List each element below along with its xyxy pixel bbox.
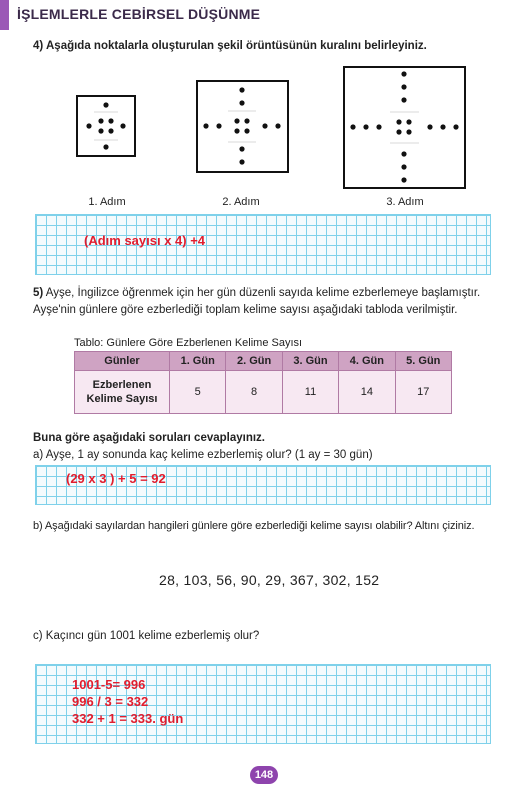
dot [239, 100, 244, 105]
dot [401, 84, 406, 89]
table-header-cell: 3. Gün [282, 352, 338, 371]
dot [406, 129, 411, 134]
q5c-answer-line: 1001-5= 996 [72, 677, 146, 692]
q5c-question: c) Kaçıncı gün 1001 kelime ezberlemiş olur? [33, 630, 260, 642]
step1-label: 1. Adım [88, 196, 126, 208]
table-header-cell: 4. Gün [339, 352, 395, 371]
table-cell: 8 [226, 371, 282, 414]
dot [275, 123, 280, 128]
q5c-answer-line: 996 / 3 = 332 [72, 694, 149, 709]
q5-number: 5) [33, 287, 44, 299]
dot [98, 118, 103, 123]
q4-prompt: 4) Aşağıda noktalarla oluşturulan şekil örüntüsünün kuralını belirleyiniz. [33, 40, 427, 52]
dot [108, 128, 113, 133]
step2-figure [194, 79, 291, 175]
dot [262, 123, 267, 128]
dot [244, 128, 249, 133]
dot [401, 151, 406, 156]
dot [239, 146, 244, 151]
row-label-line1: Ezberlenen [92, 379, 152, 391]
q5c-answer-line: 332 + 1 = 333. gün [72, 711, 184, 726]
q5-line2: Ayşe'nin günlere göre ezberlediği toplam kelime sayısı aşağıdaki tabloda verilmiştir. [33, 304, 458, 316]
dot [401, 164, 406, 169]
q5c-answer [72, 676, 183, 727]
table-cell: 17 [395, 371, 451, 414]
dot [239, 87, 244, 92]
step2-frame [197, 81, 288, 172]
step3-figure [341, 65, 468, 190]
dot [401, 71, 406, 76]
dot [86, 123, 91, 128]
words-table [74, 351, 452, 414]
dot [98, 128, 103, 133]
step2-label: 2. Adım [222, 196, 260, 208]
dot [216, 123, 221, 128]
table-header-cell: Günler [75, 352, 170, 371]
page-number: 148 [250, 766, 278, 784]
table-cell: 14 [339, 371, 395, 414]
table-row-label [75, 371, 170, 414]
q5b-numbers[interactable]: 28, 103, 56, 90, 29, 367, 302, 152 [159, 572, 380, 588]
q5b-question: b) Aşağıdaki sayılardan hangileri günlere göre ezberlediği kelime sayısı olabilir? Altını çiziniz. [33, 520, 475, 532]
table-caption: Tablo: Günlere Göre Ezberlenen Kelime Sayısı [74, 337, 303, 349]
dot [120, 123, 125, 128]
q5a-answer: (29 x 3 ) + 5 = 92 [66, 471, 166, 486]
dot [103, 144, 108, 149]
dot [427, 124, 432, 129]
dot [234, 128, 239, 133]
header-accent-bar [0, 0, 9, 30]
table-row [75, 371, 452, 414]
q5-line1-text: Ayşe, İngilizce öğrenmek için her gün düzenli sayıda kelime ezberlemeye başlamıştır. [43, 287, 481, 299]
dot [401, 97, 406, 102]
page-title: İŞLEMLERLE CEBİRSEL DÜŞÜNME [17, 6, 261, 22]
dot [203, 123, 208, 128]
dot [103, 102, 108, 107]
step1-figure [74, 94, 138, 160]
step3-label: 3. Adım [386, 196, 424, 208]
table-cell: 11 [282, 371, 338, 414]
q5-instruction: Buna göre aşağıdaki soruları cevaplayınız. [33, 432, 266, 444]
dot [396, 129, 401, 134]
q5-line1 [33, 285, 480, 301]
table-header-row [75, 352, 452, 371]
q5a-question: a) Ayşe, 1 ay sonunda kaç kelime ezberlemiş olur? (1 ay = 30 gün) [33, 449, 373, 461]
dot [244, 118, 249, 123]
table-header-cell: 5. Gün [395, 352, 451, 371]
dot [239, 159, 244, 164]
q4-answer: (Adım sayısı x 4) +4 [84, 233, 206, 248]
dot [453, 124, 458, 129]
dot [363, 124, 368, 129]
table-header-cell: 1. Gün [170, 352, 226, 371]
dot [376, 124, 381, 129]
table-cell: 5 [170, 371, 226, 414]
row-label-line2: Kelime Sayısı [86, 393, 158, 405]
dot [401, 177, 406, 182]
dot [108, 118, 113, 123]
dot [440, 124, 445, 129]
dot [234, 118, 239, 123]
table-header-cell: 2. Gün [226, 352, 282, 371]
dot [396, 119, 401, 124]
dot [350, 124, 355, 129]
dot [406, 119, 411, 124]
